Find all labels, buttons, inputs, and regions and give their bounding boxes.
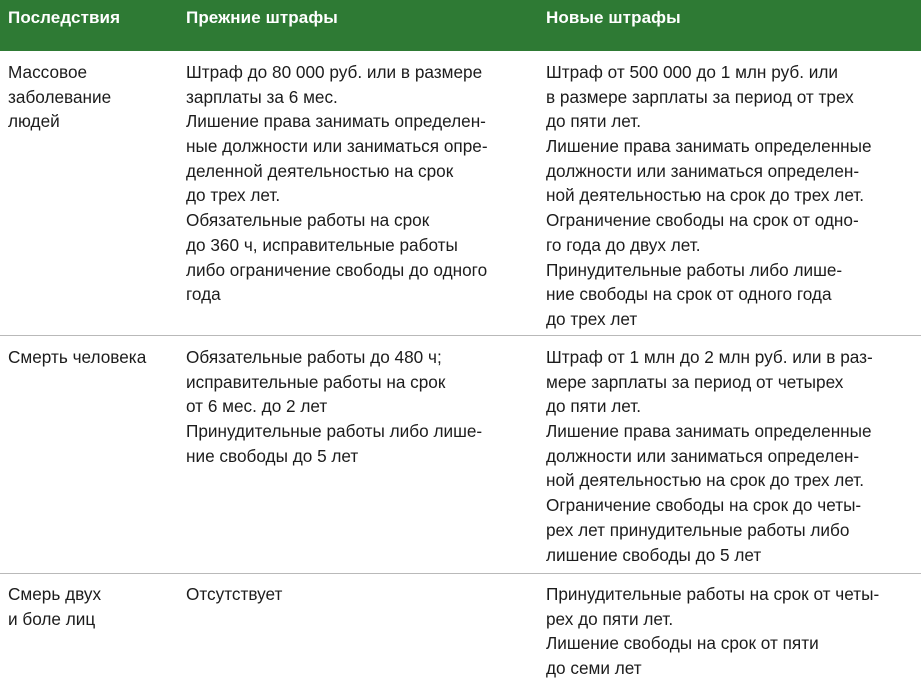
new-penalty-cell <box>546 345 916 567</box>
text-line: Массовое <box>8 62 88 82</box>
text-line: ной деятельностью на срок до трех лет. <box>546 470 865 491</box>
text-line: должности или заниматься определен- <box>546 445 860 466</box>
row-divider <box>0 573 921 574</box>
text-line: от 6 мес. до 2 лет <box>186 396 328 417</box>
text-line: Отсутствует <box>186 584 283 604</box>
header-consequences: Последствия <box>8 8 121 27</box>
text-line: в размере зарплаты за период от трех <box>546 86 854 107</box>
text-line: либо ограничение свободы до одного <box>186 259 488 280</box>
text-line: рех лет принудительные работы либо <box>546 519 850 540</box>
text-line: Ограничение свободы на срок от одно- <box>546 210 859 231</box>
text-line: Смерть человека <box>8 347 147 367</box>
text-line: деленной деятельностью на срок <box>186 160 454 181</box>
text-line: до пяти лет. <box>546 396 641 417</box>
text-line: года <box>186 284 221 305</box>
text-line: Смерь двух <box>8 584 102 604</box>
text-line: до семи лет <box>546 658 642 679</box>
old-penalty-cell <box>186 582 536 607</box>
text-line: Принудительные работы на срок от четы- <box>546 584 880 604</box>
text-line: ние свободы на срок от одного года <box>546 284 832 305</box>
text-line: Лишение права занимать определенные <box>546 421 872 442</box>
text-line: до трех лет <box>546 308 638 329</box>
text-line: Лишение свободы на срок от пяти <box>546 633 819 654</box>
text-line: Обязательные работы на срок <box>186 210 430 231</box>
new-penalty-cell <box>546 582 916 681</box>
text-line: Штраф до 80 000 руб. или в размере <box>186 62 483 82</box>
new-penalty-cell <box>546 60 916 332</box>
text-line: должности или заниматься определен- <box>546 160 860 181</box>
header-new-penalties: Новые штрафы <box>546 8 681 27</box>
text-line: и боле лиц <box>8 608 96 629</box>
header-old-penalties: Прежние штрафы <box>186 8 338 27</box>
text-line: ние свободы до 5 лет <box>186 445 359 466</box>
old-penalty-cell <box>186 60 536 307</box>
text-line: Штраф от 1 млн до 2 млн руб. или в раз- <box>546 347 873 367</box>
text-line: Принудительные работы либо лише- <box>186 421 483 442</box>
text-line: рех до пяти лет. <box>546 608 674 629</box>
text-line: до трех лет. <box>186 185 281 206</box>
row-divider <box>0 335 921 336</box>
consequence-cell <box>8 60 176 134</box>
table-header <box>0 0 921 51</box>
text-line: Лишение права занимать определен- <box>186 111 486 132</box>
text-line: людей <box>8 111 60 132</box>
consequence-cell <box>8 582 176 631</box>
text-line: ной деятельностью на срок до трех лет. <box>546 185 865 206</box>
text-line: Принудительные работы либо лише- <box>546 259 843 280</box>
text-line: лишение свободы до 5 лет <box>546 544 762 565</box>
text-line: до 360 ч, исправительные работы <box>186 234 458 255</box>
text-line: Ограничение свободы на срок до четы- <box>546 495 862 516</box>
text-line: зарплаты за 6 мес. <box>186 86 338 107</box>
text-line: исправительные работы на срок <box>186 371 446 392</box>
text-line: го года до двух лет. <box>546 234 701 255</box>
text-line: Штраф от 500 000 до 1 млн руб. или <box>546 62 838 82</box>
consequence-cell <box>8 345 176 370</box>
text-line: Лишение права занимать определенные <box>546 136 872 157</box>
text-line: заболевание <box>8 86 112 107</box>
old-penalty-cell <box>186 345 536 468</box>
text-line: ные должности или заниматься опре- <box>186 136 488 157</box>
text-line: мере зарплаты за период от четырех <box>546 371 844 392</box>
text-line: до пяти лет. <box>546 111 641 132</box>
text-line: Обязательные работы до 480 ч; <box>186 347 442 367</box>
